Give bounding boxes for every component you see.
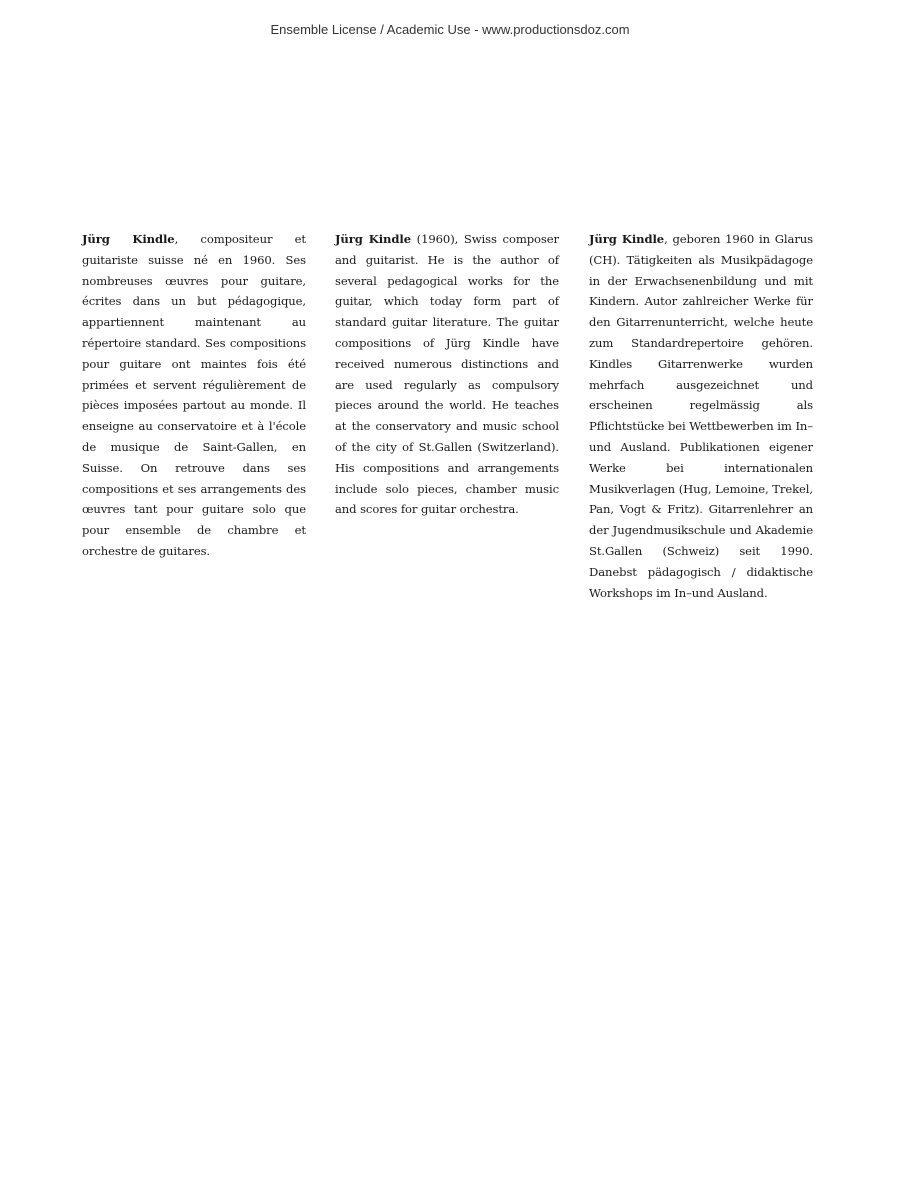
bio-french <box>82 229 306 562</box>
bio-english <box>335 229 559 520</box>
bio-french-text: , compositeur et guitariste suisse né en 1960. Ses nombreuses œuvres pour guitare, écrites dans un but pédagogique, appartiennent maintenant au répertoire standard. Ses compositions pour guitare ont maintes fois été primées et servent régulièrement de pièces imposées partout au monde. Il enseigne au conservatoire et à l'école de musique de Saint-Gallen, en Suisse. On retrouve dans ses compositions et ses arrangements des œuvres tant pour guitare solo que pour ensemble de chambre et orchestre de guitares. <box>82 232 306 558</box>
license-header: Ensemble License / Academic Use - www.productionsdoz.com <box>270 22 630 37</box>
bio-english-text: (1960), Swiss composer and guitarist. He is the author of several pedagogical works for the guitar, which today form part of standard guitar literature. The guitar compositions of Jürg Kindle have received numerous distinctions and are used regularly as compulsory pieces around the world. He teaches at the conservatory and music school of the city of St.Gallen (Switzerland). His compositions and arrangements include solo pieces, chamber music and scores for guitar orchestra. <box>335 232 559 517</box>
composer-name: Jürg Kindle <box>589 232 665 246</box>
composer-name: Jürg Kindle <box>335 232 411 246</box>
bio-german-text: , geboren 1960 in Glarus (CH). Tätigkeiten als Musikpädagoge in der Erwachsenenbildung und mit Kindern. Autor zahlreicher Werke für den Gitarrenunterricht, welche heute zum Standardrepertoire gehören. Kindles Gitarrenwerke wurden mehrfach ausgezeichnet und erscheinen regelmässig als Pflichtstücke bei Wettbewerben im In–und Ausland. Publikationen eigener Werke bei internationalen Musikverlagen (Hug, Lemoine, Trekel, Pan, Vogt & Fritz). Gitarrenlehrer an der Jugendmusikschule und Akademie St.Gallen (Schweiz) seit 1990. Danebst pädagogisch / didaktische Workshops im In–und Ausland. <box>589 232 813 600</box>
bio-german <box>589 229 813 603</box>
composer-name: Jürg Kindle <box>82 232 175 246</box>
